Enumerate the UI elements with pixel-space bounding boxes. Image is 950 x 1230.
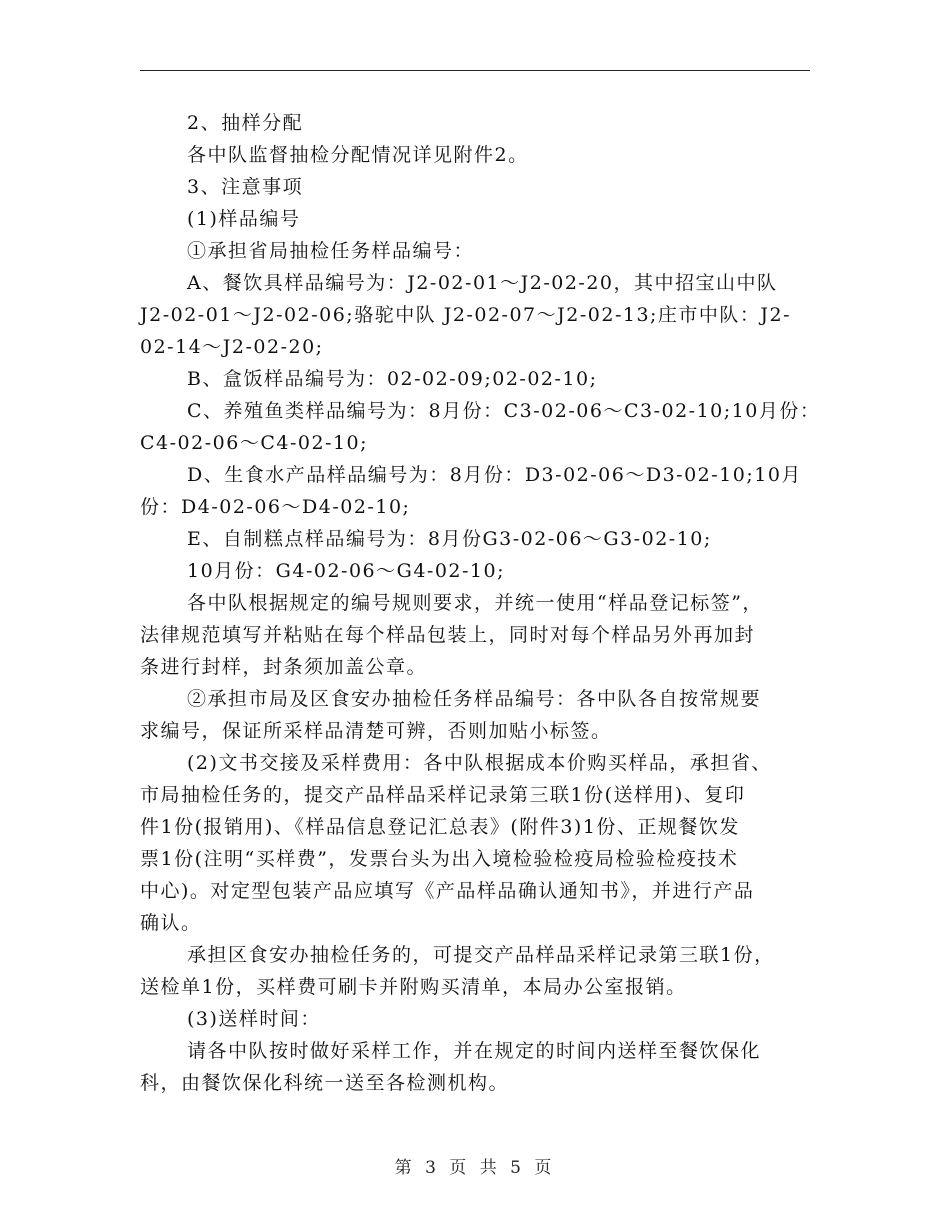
paragraph-line: 条进行封样，封条须加盖公章。 — [140, 656, 428, 678]
paragraph-line: 承担区食安办抽检任务的，可提交产品样品采样记录第三联1份， — [187, 944, 775, 966]
paragraph-line: B、盒饭样品编号为：02-02-09;02-02-10; — [187, 368, 598, 390]
paragraph-line: 送检单1份，买样费可刷卡并附购买清单，本局办公室报销。 — [140, 976, 687, 998]
paragraph-line: 确认。 — [140, 912, 202, 934]
paragraph-line: A、餐饮具样品编号为：J2-02-01～J2-02-20，其中招宝山中队 — [187, 272, 778, 294]
paragraph-line: 中心)。对定型包装产品应填写《产品样品确认通知书》，并进行产品 — [140, 880, 755, 902]
paragraph-line: ②承担市局及区食安办抽检任务样品编号：各中队各自按常规要 — [187, 688, 762, 710]
paragraph-line: 求编号，保证所采样品清楚可辨，否则加贴小标签。 — [140, 720, 612, 742]
paragraph-line: C、养殖鱼类样品编号为：8月份：C3-02-06～C3-02-10;10月份： — [187, 400, 821, 422]
paragraph-line: 各中队根据规定的编号规则要求，并统一使用“样品登记标签”， — [187, 592, 763, 614]
subsection-heading: (3)送样时间： — [187, 1008, 321, 1030]
subsection-heading: (1)样品编号 — [187, 208, 301, 230]
paragraph-line: (2)文书交接及采样费用：各中队根据成本价购买样品，承担省、 — [187, 752, 772, 774]
paragraph-line: 02-14～J2-02-20; — [140, 336, 324, 358]
paragraph-line: 份：D4-02-06～D4-02-10; — [140, 496, 411, 518]
paragraph-line: E、自制糕点样品编号为：8月份G3-02-06～G3-02-10; — [187, 528, 712, 550]
paragraph-line: 件1份(报销用)、《样品信息登记汇总表》(附件3)1份、正规餐饮发 — [140, 816, 740, 838]
paragraph-line: D、生食水产品样品编号为：8月份：D3-02-06～D3-02-10;10月 — [187, 464, 802, 486]
section-heading: 3、注意事项 — [187, 176, 304, 198]
paragraph-line: 法律规范填写并粘贴在每个样品包装上，同时对每个样品另外再加封 — [140, 624, 756, 646]
paragraph-line: C4-02-06～C4-02-10; — [140, 432, 369, 454]
header-rule — [140, 70, 810, 71]
paragraph-line: ①承担省局抽检任务样品编号： — [187, 240, 475, 262]
document-body — [140, 107, 821, 1099]
paragraph-line: 请各中队按时做好采样工作，并在规定的时间内送样至餐饮保化 — [187, 1040, 762, 1062]
paragraph-line: 票1份(注明“买样费”，发票台头为出入境检验检疫局检验检疫技术 — [140, 848, 739, 870]
section-heading: 2、抽样分配 — [187, 112, 304, 134]
page-number-footer: 第 3 页 共 5 页 — [394, 1158, 556, 1178]
paragraph-line: 各中队监督抽检分配情况详见附件2。 — [187, 144, 529, 166]
paragraph-line: 科，由餐饮保化科统一送至各检测机构。 — [140, 1072, 510, 1094]
paragraph-line: J2-02-01～J2-02-06;骆驼中队 J2-02-07～J2-02-13;庄市中队：J2- — [140, 304, 792, 326]
paragraph-line: 10月份：G4-02-06～G4-02-10; — [187, 560, 505, 582]
paragraph-line: 市局抽检任务的，提交产品样品采样记录第三联1份(送样用)、复印 — [140, 784, 746, 806]
